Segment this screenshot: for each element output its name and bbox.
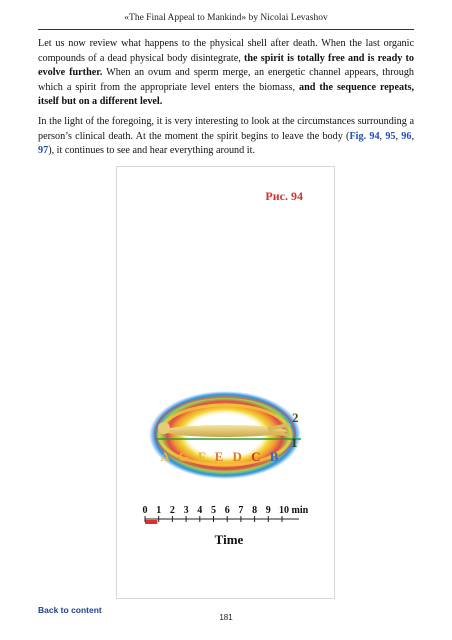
timeline-tick-label: 10 min bbox=[279, 505, 309, 516]
timeline-tick-label: 5 bbox=[211, 505, 216, 516]
fig-link-96[interactable]: 96 bbox=[401, 130, 412, 142]
timeline bbox=[143, 505, 309, 524]
layer-letter-g: G bbox=[178, 449, 192, 464]
figure-94-illustration bbox=[117, 167, 334, 598]
layer-letter-b: B bbox=[269, 449, 282, 464]
p1-text-2: When an ovum and sperm merge, an energetic channel appears, through which a spirit from the appropriate level enters the biomass, bbox=[38, 67, 415, 93]
paragraph-1 bbox=[38, 37, 414, 110]
fig-link-95[interactable]: 95 bbox=[385, 130, 396, 142]
layer-letter-d: D bbox=[232, 449, 245, 464]
layer-letter-f: F bbox=[197, 449, 209, 464]
fig-separator: , bbox=[411, 130, 414, 142]
fig-prefix: Fig. bbox=[349, 130, 370, 142]
p1-bold-1: the spirit is totally free and is ready to evolve further. bbox=[38, 52, 415, 79]
p1-bold-2: and the sequence repeats, itself but on a different level. bbox=[38, 81, 414, 108]
layer-letter-c: C bbox=[251, 449, 264, 464]
timeline-tick-label: 3 bbox=[183, 505, 189, 516]
timeline-tick-label: 7 bbox=[238, 505, 244, 516]
p2-text-1: In the light of the foregoing, it is very interesting to look at the circumstances surrounding a person’s clinical death. At the moment the spirit begins to leave the body ( bbox=[38, 116, 414, 142]
p1-text-1: Let us now review what happens to the physical shell after death. When the last organic compounds of a dead physical body disintegrate, bbox=[38, 38, 414, 64]
level-marker-2: 2 bbox=[292, 410, 299, 425]
level-marker-1: 1 bbox=[291, 435, 298, 450]
timeline-tick-label: 8 bbox=[252, 505, 258, 516]
fig-link-94[interactable] bbox=[349, 131, 379, 142]
paragraph-2 bbox=[38, 115, 414, 159]
layer-letters bbox=[161, 449, 282, 464]
timeline-tick-label: 4 bbox=[197, 505, 203, 516]
running-header: «The Final Appeal to Mankind» by Nicolai Levashov bbox=[124, 13, 328, 23]
timeline-label: Time bbox=[214, 532, 244, 547]
figure-caption: Рис. 94 bbox=[265, 189, 303, 203]
fig-separator: , bbox=[379, 130, 386, 142]
timeline-tick-label: 6 bbox=[224, 505, 230, 516]
header-rule bbox=[38, 29, 414, 30]
timeline-tick-label: 2 bbox=[169, 505, 175, 516]
timeline-elapsed-bar bbox=[145, 520, 157, 524]
back-to-content-link[interactable]: Back to content bbox=[38, 605, 102, 615]
figure-94 bbox=[116, 166, 335, 599]
layer-letter-a: A bbox=[160, 449, 173, 464]
layer-letter-e: E bbox=[214, 449, 227, 464]
timeline-tick-label: 9 bbox=[265, 505, 271, 516]
timeline-tick-label: 0 bbox=[142, 505, 148, 516]
fig-link-97[interactable]: 97 bbox=[38, 145, 49, 157]
fig-number-94: 94 bbox=[369, 130, 380, 142]
p2-text-2: ), it continues to see and hear everything around it. bbox=[48, 145, 255, 157]
page-number: 181 bbox=[219, 613, 233, 622]
fig-separator: , bbox=[395, 130, 402, 142]
timeline-tick-label: 1 bbox=[156, 505, 162, 516]
